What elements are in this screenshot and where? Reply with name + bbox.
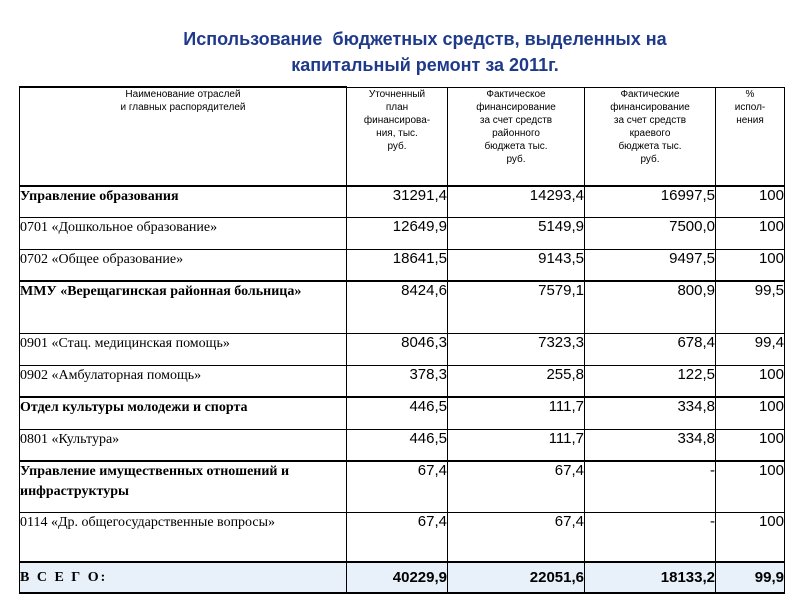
row-regional: 678,4 (585, 333, 716, 365)
total-label: В С Е Г О: (20, 562, 347, 593)
header-plan: Уточненный план финансирова- ния, тыс. руб. (347, 87, 448, 186)
row-plan: 446,5 (347, 429, 448, 461)
row-name: 0801 «Культура» (20, 429, 347, 461)
row-name: 0701 «Дошкольное образование» (20, 217, 347, 249)
row-name: 0114 «Др. общегосударственные вопросы» (20, 512, 347, 562)
row-regional: 334,8 (585, 397, 716, 429)
row-plan: 31291,4 (347, 186, 448, 217)
row-name: Отдел культуры молодежи и спорта (20, 397, 347, 429)
table-row (20, 397, 785, 429)
table-row (20, 281, 785, 333)
row-district: 67,4 (448, 512, 585, 562)
row-percent: 100 (716, 365, 785, 397)
row-name: 0702 «Общее образование» (20, 249, 347, 281)
header-name: Наименование отраслей и главных распорядителей (20, 87, 347, 186)
row-district: 5149,9 (448, 217, 585, 249)
row-plan: 8424,6 (347, 281, 448, 333)
title-line-2: капитальный ремонт за 2011г. (291, 55, 559, 75)
row-district: 7323,3 (448, 333, 585, 365)
row-regional: 122,5 (585, 365, 716, 397)
row-district: 7579,1 (448, 281, 585, 333)
header-row (20, 87, 785, 186)
table-row (20, 461, 785, 512)
row-percent: 100 (716, 512, 785, 562)
row-percent: 100 (716, 397, 785, 429)
row-name: 0902 «Амбулаторная помощь» (20, 365, 347, 397)
row-regional: 16997,5 (585, 186, 716, 217)
row-name: 0901 «Стац. медицинская помощь» (20, 333, 347, 365)
budget-table (19, 86, 785, 594)
row-regional: - (585, 461, 716, 512)
row-percent: 100 (716, 429, 785, 461)
row-regional: - (585, 512, 716, 562)
row-district: 67,4 (448, 461, 585, 512)
table-row (20, 365, 785, 397)
row-district: 9143,5 (448, 249, 585, 281)
row-percent: 99,5 (716, 281, 785, 333)
row-percent: 100 (716, 249, 785, 281)
table-row (20, 333, 785, 365)
page-title (0, 26, 800, 78)
title-line-1: Использование бюджетных средств, выделенных на (183, 29, 667, 49)
row-plan: 446,5 (347, 397, 448, 429)
row-percent: 99,4 (716, 333, 785, 365)
total-row (20, 562, 785, 593)
row-name: ММУ «Верещагинская районная больница» (20, 281, 347, 333)
row-plan: 67,4 (347, 512, 448, 562)
row-plan: 18641,5 (347, 249, 448, 281)
header-percent: % испол- нения (716, 87, 785, 186)
row-district: 255,8 (448, 365, 585, 397)
row-district: 111,7 (448, 397, 585, 429)
row-regional: 7500,0 (585, 217, 716, 249)
row-name: Управление образования (20, 186, 347, 217)
row-regional: 334,8 (585, 429, 716, 461)
table-row (20, 429, 785, 461)
row-percent: 100 (716, 217, 785, 249)
total-plan: 40229,9 (347, 562, 448, 593)
table-row (20, 512, 785, 562)
row-regional: 800,9 (585, 281, 716, 333)
table-row (20, 217, 785, 249)
total-district: 22051,6 (448, 562, 585, 593)
total-regional: 18133,2 (585, 562, 716, 593)
row-plan: 8046,3 (347, 333, 448, 365)
table-row (20, 186, 785, 217)
row-plan: 378,3 (347, 365, 448, 397)
row-district: 111,7 (448, 429, 585, 461)
row-plan: 12649,9 (347, 217, 448, 249)
row-regional: 9497,5 (585, 249, 716, 281)
header-regional: Фактические финансирование за счет средств краевого бюджета тыс. руб. (585, 87, 716, 186)
table-row (20, 249, 785, 281)
row-plan: 67,4 (347, 461, 448, 512)
row-percent: 100 (716, 461, 785, 512)
row-district: 14293,4 (448, 186, 585, 217)
row-name: Управление имущественных отношений и инфраструктуры (20, 461, 347, 512)
row-percent: 100 (716, 186, 785, 217)
total-percent: 99,9 (716, 562, 785, 593)
header-district: Фактическое финансирование за счет средств районного бюджета тыс. руб. (448, 87, 585, 186)
